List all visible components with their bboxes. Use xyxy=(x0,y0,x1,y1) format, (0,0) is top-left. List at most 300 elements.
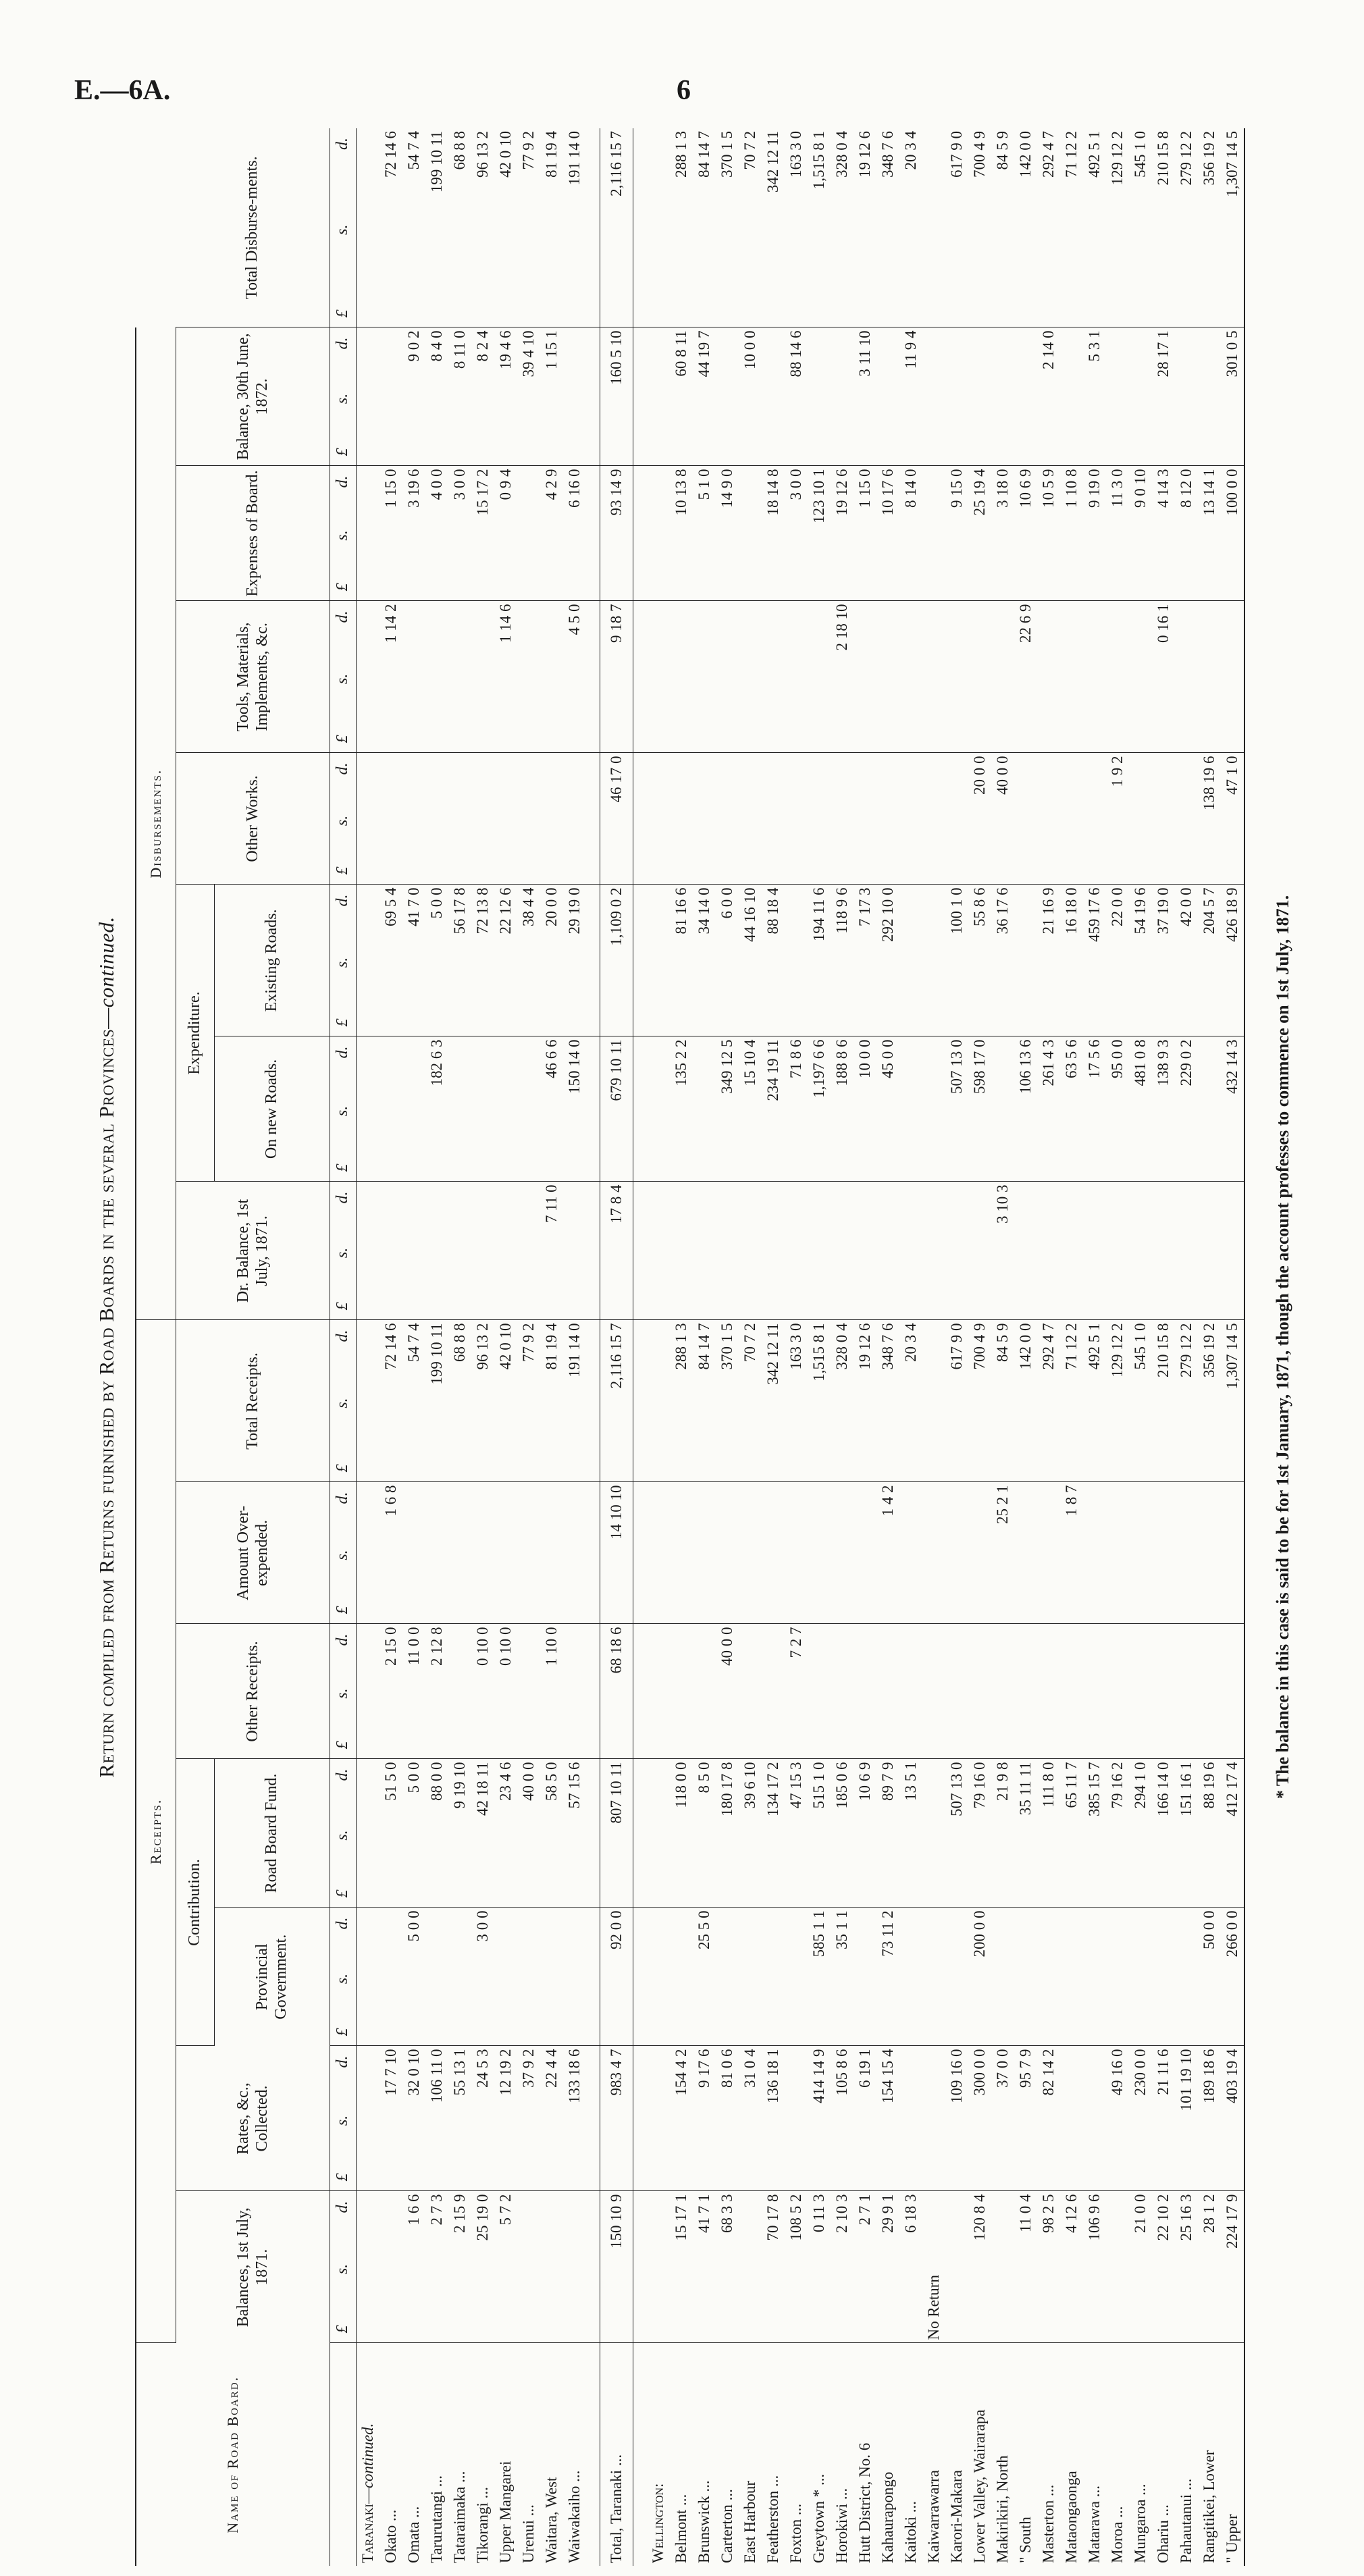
value-cell: 138 19 6 xyxy=(1198,753,1221,885)
unit-pound: £ xyxy=(334,1606,352,1614)
value-cell xyxy=(494,1036,517,1182)
value-cell: 160 5 10 xyxy=(600,327,633,466)
region-suffix: continued. xyxy=(359,2423,376,2489)
value-cell xyxy=(563,327,586,466)
value-cell xyxy=(1060,1624,1083,1759)
value-cell xyxy=(471,1036,494,1182)
board-name-text: Featherston ... xyxy=(764,2475,781,2563)
value-cell xyxy=(945,1908,968,2046)
unit-pound: £ xyxy=(334,448,352,456)
value-cell xyxy=(762,601,785,753)
value-cell: 81 16 6 xyxy=(670,885,693,1036)
value-cell xyxy=(1083,1482,1106,1624)
value-cell: 185 0 6 xyxy=(831,1759,854,1908)
value-cell xyxy=(357,885,380,1036)
board-name-text: Okato ... xyxy=(382,2509,399,2563)
value-cell: 356 19 2 xyxy=(1198,128,1221,327)
value-cell xyxy=(693,1624,716,1759)
value-cell xyxy=(922,1908,945,2046)
value-cell: 9 18 7 xyxy=(600,601,633,753)
value-cell: 598 17 0 xyxy=(968,1036,991,1182)
value-cell xyxy=(854,1624,876,1759)
value-cell: 17 7 10 xyxy=(379,2046,402,2191)
value-cell xyxy=(693,1036,716,1182)
value-cell xyxy=(563,1624,586,1759)
value-cell xyxy=(693,753,716,885)
value-cell: 72 13 8 xyxy=(471,885,494,1036)
unit-pound: £ xyxy=(334,2325,352,2334)
value-cell: 2 18 10 xyxy=(831,601,854,753)
board-name xyxy=(922,2343,945,2566)
value-cell xyxy=(808,327,831,466)
value-cell: 8 5 0 xyxy=(693,1759,716,1908)
value-cell: 93 14 9 xyxy=(600,466,633,601)
value-cell: 15 17 2 xyxy=(471,466,494,601)
value-cell: 8 14 0 xyxy=(899,466,922,601)
table-row xyxy=(402,128,425,2566)
value-cell: 96 13 2 xyxy=(471,128,494,327)
table-row xyxy=(1014,128,1037,2566)
value-cell: 4 5 0 xyxy=(563,601,586,753)
value-cell xyxy=(1175,1624,1198,1759)
board-name-text: Hutt District, No. 6 xyxy=(856,2442,873,2563)
value-cell: 19 12 6 xyxy=(854,1320,876,1482)
board-name-text: Brunswick ... xyxy=(696,2480,712,2563)
value-cell: 5 0 0 xyxy=(402,1908,425,2046)
value-cell: 288 1 3 xyxy=(670,1320,693,1482)
board-name-text: Mataongaonga xyxy=(1063,2471,1080,2563)
value-cell: 108 5 2 xyxy=(785,2191,808,2343)
value-cell: 301 0 5 xyxy=(1221,327,1244,466)
value-cell: 22 4 4 xyxy=(540,2046,563,2191)
value-cell: 14 9 0 xyxy=(716,466,739,601)
value-cell: 414 14 9 xyxy=(808,2046,831,2191)
value-cell xyxy=(785,601,808,753)
value-cell xyxy=(647,327,670,466)
value-cell: 88 18 4 xyxy=(762,885,785,1036)
value-cell: 40 0 0 xyxy=(991,753,1014,885)
value-cell xyxy=(1037,1182,1060,1320)
value-cell: 229 0 2 xyxy=(1175,1036,1198,1182)
value-cell xyxy=(991,1036,1014,1182)
value-cell xyxy=(1198,327,1221,466)
value-cell xyxy=(517,1036,540,1182)
value-cell: 29 19 0 xyxy=(563,885,586,1036)
value-cell: 15 17 1 xyxy=(670,2191,693,2343)
value-cell xyxy=(647,1320,670,1482)
value-cell: No Return xyxy=(922,2191,945,2343)
value-cell xyxy=(922,1482,945,1624)
value-cell: 70 17 8 xyxy=(762,2191,785,2343)
value-cell: 22 6 9 xyxy=(1014,601,1037,753)
value-cell: 18 14 8 xyxy=(762,466,785,601)
value-cell xyxy=(716,327,739,466)
value-cell: 72 14 6 xyxy=(379,1320,402,1482)
table-row xyxy=(563,128,586,2566)
value-cell: 81 0 6 xyxy=(716,2046,739,2191)
value-cell xyxy=(831,327,854,466)
board-name xyxy=(379,2343,402,2566)
unit-cell xyxy=(330,2191,357,2343)
value-cell: 44 16 10 xyxy=(739,885,762,1036)
disbursements-group-header: Disbursements. xyxy=(136,327,176,1320)
table-row xyxy=(494,128,517,2566)
value-cell xyxy=(1106,1908,1129,2046)
value-cell: 25 5 0 xyxy=(693,1908,716,2046)
value-cell xyxy=(899,753,922,885)
unit-pence: d. xyxy=(334,337,352,350)
board-name xyxy=(1129,2343,1152,2566)
board-name xyxy=(785,2343,808,2566)
value-cell: 9 17 6 xyxy=(693,2046,716,2191)
value-cell xyxy=(716,753,739,885)
table-row xyxy=(716,128,739,2566)
col-total-receipts-header: Total Receipts. xyxy=(176,1320,330,1482)
board-name xyxy=(1106,2343,1129,2566)
value-cell: 142 0 0 xyxy=(1014,1320,1037,1482)
board-name-text: Moroa ... xyxy=(1109,2506,1126,2563)
value-cell xyxy=(716,601,739,753)
value-cell xyxy=(922,2046,945,2191)
value-cell: 37 9 2 xyxy=(517,2046,540,2191)
board-name xyxy=(1083,2343,1106,2566)
value-cell: 459 17 6 xyxy=(1083,885,1106,1036)
value-cell: 1 8 7 xyxy=(1060,1482,1083,1624)
value-cell xyxy=(357,2191,380,2343)
value-cell: 349 12 5 xyxy=(716,1036,739,1182)
col-overexpended-header: Amount Over-expended. xyxy=(176,1482,330,1624)
value-cell: 0 10 0 xyxy=(494,1624,517,1759)
value-cell: 8 2 4 xyxy=(471,327,494,466)
value-cell: 21 9 8 xyxy=(991,1759,1014,1908)
value-cell xyxy=(1221,1182,1244,1320)
unit-pence: d. xyxy=(334,1768,352,1781)
unit-cell xyxy=(330,1482,357,1624)
value-cell xyxy=(899,1182,922,1320)
contribution-header: Contribution. xyxy=(176,1759,215,2046)
value-cell: 189 18 6 xyxy=(1198,2046,1221,2191)
value-cell xyxy=(563,1182,586,1320)
unit-pence: d. xyxy=(334,1633,352,1646)
value-cell xyxy=(693,1182,716,1320)
value-cell: 2,116 15 7 xyxy=(600,1320,633,1482)
value-cell xyxy=(1083,2046,1106,2191)
value-cell xyxy=(739,1182,762,1320)
value-cell: 77 9 2 xyxy=(517,1320,540,1482)
value-cell xyxy=(899,1482,922,1624)
value-cell: 163 3 0 xyxy=(785,128,808,327)
value-cell: 29 9 1 xyxy=(876,2191,899,2343)
value-cell: 92 0 0 xyxy=(600,1908,633,2046)
value-cell: 38 4 4 xyxy=(517,885,540,1036)
value-cell xyxy=(563,1482,586,1624)
value-cell xyxy=(540,2191,563,2343)
value-cell: 200 0 0 xyxy=(968,1908,991,2046)
value-cell: 342 12 11 xyxy=(762,1320,785,1482)
value-cell: 71 12 2 xyxy=(1060,128,1083,327)
value-cell xyxy=(357,1759,380,1908)
value-cell: 1,307 14 5 xyxy=(1221,1320,1244,1482)
value-cell: 88 19 6 xyxy=(1198,1759,1221,1908)
value-cell xyxy=(922,327,945,466)
value-cell xyxy=(517,1482,540,1624)
value-cell xyxy=(991,2191,1014,2343)
table-row xyxy=(1221,128,1244,2566)
value-cell xyxy=(899,1624,922,1759)
value-cell: 77 9 2 xyxy=(517,128,540,327)
value-cell: 4 14 3 xyxy=(1152,466,1175,601)
value-cell xyxy=(854,1182,876,1320)
value-cell xyxy=(854,601,876,753)
value-cell: 118 9 6 xyxy=(831,885,854,1036)
value-cell: 700 4 9 xyxy=(968,128,991,327)
value-cell: 35 1 1 xyxy=(831,1908,854,2046)
value-cell: 129 12 2 xyxy=(1106,1320,1129,1482)
value-cell: 6 16 0 xyxy=(563,466,586,601)
col-expenses-header: Expenses of Board. xyxy=(176,466,330,601)
value-cell: 210 15 8 xyxy=(1152,128,1175,327)
value-cell xyxy=(1106,601,1129,753)
table-row xyxy=(1198,128,1221,2566)
value-cell xyxy=(945,601,968,753)
unit-pound: £ xyxy=(334,309,352,318)
value-cell: 56 17 8 xyxy=(448,885,471,1036)
value-cell xyxy=(1060,1182,1083,1320)
value-cell xyxy=(1198,1036,1221,1182)
col-balances-header: Balances, 1st July, 1871. xyxy=(176,2191,330,2343)
value-cell xyxy=(1129,327,1152,466)
value-cell xyxy=(540,1482,563,1624)
value-cell: 204 5 7 xyxy=(1198,885,1221,1036)
value-cell: 36 17 6 xyxy=(991,885,1014,1036)
value-cell: 515 1 0 xyxy=(808,1759,831,1908)
value-cell: 42 0 10 xyxy=(494,1320,517,1482)
value-cell: 54 19 6 xyxy=(1129,885,1152,1036)
unit-cell xyxy=(330,1908,357,2046)
value-cell xyxy=(425,1908,448,2046)
value-cell: 5 0 0 xyxy=(425,885,448,1036)
value-cell: 1 10 8 xyxy=(1060,466,1083,601)
value-cell xyxy=(1175,1182,1198,1320)
value-cell xyxy=(1129,1482,1152,1624)
board-name-text: Omata ... xyxy=(405,2506,422,2563)
value-cell xyxy=(494,753,517,885)
board-name-text: Waiwakaiho ... xyxy=(566,2470,583,2563)
value-cell: 73 11 2 xyxy=(876,1908,899,2046)
value-cell xyxy=(762,1182,785,1320)
value-cell xyxy=(425,601,448,753)
value-cell xyxy=(739,601,762,753)
value-cell: 111 8 0 xyxy=(1037,1759,1060,1908)
value-cell xyxy=(716,1908,739,2046)
value-cell: 1 14 2 xyxy=(379,601,402,753)
value-cell: 154 4 2 xyxy=(670,2046,693,2191)
value-cell: 54 7 4 xyxy=(402,128,425,327)
value-cell: 25 16 3 xyxy=(1175,2191,1198,2343)
value-cell: 194 11 6 xyxy=(808,885,831,1036)
value-cell: 2 15 0 xyxy=(379,1624,402,1759)
value-cell: 42 0 10 xyxy=(494,128,517,327)
table-row xyxy=(991,128,1014,2566)
board-name xyxy=(991,2343,1014,2566)
value-cell: 617 9 0 xyxy=(945,128,968,327)
value-cell: 84 14 7 xyxy=(693,1320,716,1482)
unit-shilling: s. xyxy=(334,1105,352,1117)
value-cell xyxy=(357,1320,380,1482)
value-cell: 11 9 4 xyxy=(899,327,922,466)
value-cell: 0 9 4 xyxy=(494,466,517,601)
table-row xyxy=(968,128,991,2566)
board-name-text: Pahautanui ... xyxy=(1178,2478,1195,2563)
value-cell xyxy=(922,601,945,753)
value-cell: 11 3 0 xyxy=(1106,466,1129,601)
board-name xyxy=(739,2343,762,2566)
value-cell: 507 13 0 xyxy=(945,1759,968,1908)
value-cell xyxy=(854,1482,876,1624)
unit-shilling: s. xyxy=(334,815,352,826)
value-cell xyxy=(517,753,540,885)
unit-cell xyxy=(330,2046,357,2191)
value-cell xyxy=(968,1482,991,1624)
page-reference: E.—6A. xyxy=(74,75,171,106)
value-cell xyxy=(739,1624,762,1759)
value-cell xyxy=(1221,1482,1244,1624)
value-cell: 3 19 6 xyxy=(402,466,425,601)
value-cell xyxy=(945,753,968,885)
value-cell xyxy=(448,1908,471,2046)
value-cell xyxy=(1175,1482,1198,1624)
unit-shilling: s. xyxy=(334,393,352,404)
value-cell xyxy=(808,1182,831,1320)
value-cell: 279 12 2 xyxy=(1175,1320,1198,1482)
value-cell: 95 0 0 xyxy=(1106,1036,1129,1182)
board-name-text: Wellington: xyxy=(650,2483,666,2563)
value-cell: 6 18 3 xyxy=(899,2191,922,2343)
value-cell xyxy=(922,753,945,885)
board-name-text: Greytown * ... xyxy=(810,2473,827,2563)
board-name xyxy=(808,2343,831,2566)
value-cell: 15 10 4 xyxy=(739,1036,762,1182)
value-cell: 19 12 6 xyxy=(854,128,876,327)
unit-pence: d. xyxy=(334,1191,352,1204)
value-cell: 8 4 0 xyxy=(425,327,448,466)
board-name xyxy=(716,2343,739,2566)
board-name-text: Ohariu ... xyxy=(1155,2504,1172,2563)
value-cell xyxy=(945,1624,968,1759)
value-cell: 1 6 8 xyxy=(379,1482,402,1624)
value-cell: 10 17 6 xyxy=(876,466,899,601)
value-cell xyxy=(876,753,899,885)
value-cell: 37 0 0 xyxy=(991,2046,1014,2191)
value-cell xyxy=(647,601,670,753)
value-cell: 492 5 1 xyxy=(1083,1320,1106,1482)
value-cell: 20 0 0 xyxy=(540,885,563,1036)
value-cell: 22 12 6 xyxy=(494,885,517,1036)
value-cell: 266 0 0 xyxy=(1221,1908,1244,2046)
table-row xyxy=(899,128,922,2566)
value-cell: 2 7 1 xyxy=(854,2191,876,2343)
value-cell: 63 5 6 xyxy=(1060,1036,1083,1182)
value-cell xyxy=(922,466,945,601)
board-name xyxy=(1221,2343,1244,2566)
unit-pound: £ xyxy=(334,735,352,743)
value-cell: 41 7 1 xyxy=(693,2191,716,2343)
col-dr-balance-header: Dr. Balance, 1st July, 1871. xyxy=(176,1182,330,1320)
value-cell: 50 0 0 xyxy=(1198,1908,1221,2046)
value-cell: 3 11 10 xyxy=(854,327,876,466)
value-cell xyxy=(540,1908,563,2046)
value-cell: 11 0 4 xyxy=(1014,2191,1037,2343)
unit-pence: d. xyxy=(334,137,352,150)
value-cell: 224 17 9 xyxy=(1221,2191,1244,2343)
value-cell xyxy=(425,1182,448,1320)
value-cell: 49 16 0 xyxy=(1106,2046,1129,2191)
value-cell xyxy=(647,1908,670,2046)
value-cell xyxy=(1106,1482,1129,1624)
value-cell xyxy=(357,327,380,466)
value-cell xyxy=(1083,753,1106,885)
table-row xyxy=(854,128,876,2566)
value-cell: 2 14 0 xyxy=(1037,327,1060,466)
value-cell xyxy=(762,753,785,885)
value-cell xyxy=(402,1036,425,1182)
value-cell: 40 0 0 xyxy=(517,1759,540,1908)
board-name-text: Masterton ... xyxy=(1040,2484,1057,2563)
value-cell xyxy=(785,1482,808,1624)
value-cell: 21 16 9 xyxy=(1037,885,1060,1036)
unit-pound: £ xyxy=(334,2028,352,2036)
value-cell xyxy=(379,327,402,466)
value-cell xyxy=(1037,1482,1060,1624)
value-cell: 1,109 0 2 xyxy=(600,885,633,1036)
value-cell xyxy=(1014,327,1037,466)
value-cell: 47 15 3 xyxy=(785,1759,808,1908)
board-name-text: Mungaroa ... xyxy=(1132,2483,1149,2563)
value-cell: 88 0 0 xyxy=(425,1759,448,1908)
unit-shilling: s. xyxy=(334,2263,352,2275)
value-cell: 163 3 0 xyxy=(785,1320,808,1482)
value-cell: 47 1 0 xyxy=(1221,753,1244,885)
value-cell: 151 16 1 xyxy=(1175,1759,1198,1908)
board-name xyxy=(831,2343,854,2566)
value-cell xyxy=(448,1482,471,1624)
col-other-works-header: Other Works. xyxy=(176,753,330,885)
value-cell: 348 7 6 xyxy=(876,1320,899,1482)
board-name xyxy=(1037,2343,1060,2566)
value-cell xyxy=(1014,1182,1037,1320)
value-cell xyxy=(517,1908,540,2046)
value-cell xyxy=(448,601,471,753)
value-cell: 13 5 1 xyxy=(899,1759,922,1908)
value-cell xyxy=(991,1908,1014,2046)
value-cell: 188 8 6 xyxy=(831,1036,854,1182)
value-cell xyxy=(899,601,922,753)
value-cell: 9 19 0 xyxy=(1083,466,1106,601)
board-name xyxy=(448,2343,471,2566)
unit-pence: d. xyxy=(334,2201,352,2213)
board-name xyxy=(945,2343,968,2566)
value-cell xyxy=(1152,1624,1175,1759)
value-cell xyxy=(1106,2191,1129,2343)
value-cell: 9 19 10 xyxy=(448,1759,471,1908)
unit-pence: d. xyxy=(334,475,352,488)
value-cell: 96 13 2 xyxy=(471,1320,494,1482)
value-cell: 5 0 0 xyxy=(402,1759,425,1908)
value-cell: 82 14 2 xyxy=(1037,2046,1060,2191)
value-cell xyxy=(357,466,380,601)
value-cell xyxy=(1037,753,1060,885)
board-name xyxy=(1175,2343,1198,2566)
